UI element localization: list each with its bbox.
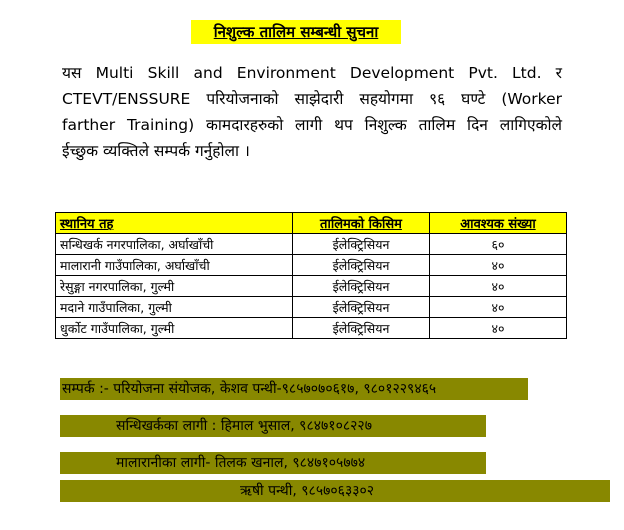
cell-training-type: ईलेक्ट्रिसियन: [293, 297, 430, 318]
notice-paragraph: [62, 60, 562, 164]
header-required-count: आवश्यक संख्या: [430, 213, 567, 234]
table-row: [56, 318, 567, 339]
cell-training-type: ईलेक्ट्रिसियन: [293, 255, 430, 276]
table-row: [56, 234, 567, 255]
header-training-type: तालिमको किसिम: [293, 213, 430, 234]
cell-local-level: सन्धिखर्क नगरपालिका, अर्घाखाँची: [56, 234, 293, 255]
notice-line: farther Training) कामदारहरुको लागी थप निशुल्क तालिम दिन लागिएकोले: [62, 116, 562, 134]
cell-local-level: रेसुङ्गा नगरपालिका, गुल्मी: [56, 276, 293, 297]
header-local-level: स्थानिय तह: [56, 213, 293, 234]
notice-line: ईच्छुक व्यक्तिले सम्पर्क गर्नुहोला ।: [62, 142, 250, 160]
cell-required-count: ४०: [430, 255, 567, 276]
cell-training-type: ईलेक्ट्रिसियन: [293, 234, 430, 255]
cell-training-type: ईलेक्ट्रिसियन: [293, 318, 430, 339]
contact-coordinator: सम्पर्क :- परियोजना संयोजक, केशव पन्थी-९८५७०७०६१७, ९८०१२२९४६५: [60, 378, 528, 400]
training-table: [55, 212, 567, 339]
contact-sandhikharka: सन्धिखर्कका लागी : हिमाल भुसाल, ९८४७१०८२२७: [60, 415, 486, 437]
table-row: [56, 297, 567, 318]
table-row: [56, 255, 567, 276]
cell-required-count: ६०: [430, 234, 567, 255]
cell-required-count: ४०: [430, 297, 567, 318]
contact-malarani: मालारानीका लागी- तिलक खनाल, ९८४७१०५७७४: [60, 452, 486, 474]
contact-rishi-panthi: ऋषी पन्थी, ९८५७०६३३०२: [60, 480, 610, 502]
cell-required-count: ४०: [430, 318, 567, 339]
notice-line: यस Multi Skill and Environment Development Pvt. Ltd. र: [62, 64, 562, 82]
notice-title: निशुल्क तालिम सम्बन्धी सुचना: [191, 20, 401, 44]
cell-local-level: मदाने गाउँपालिका, गुल्मी: [56, 297, 293, 318]
cell-local-level: धुर्कोट गाउँपालिका, गुल्मी: [56, 318, 293, 339]
cell-training-type: ईलेक्ट्रिसियन: [293, 276, 430, 297]
cell-required-count: ४०: [430, 276, 567, 297]
cell-local-level: मालारानी गाउँपालिका, अर्घाखाँची: [56, 255, 293, 276]
table-header-row: [56, 213, 567, 234]
notice-line: CTEVT/ENSSURE परियोजनाको साझेदारी सहयोगमा ९६ घण्टे (Worker: [62, 90, 562, 108]
table-row: [56, 276, 567, 297]
